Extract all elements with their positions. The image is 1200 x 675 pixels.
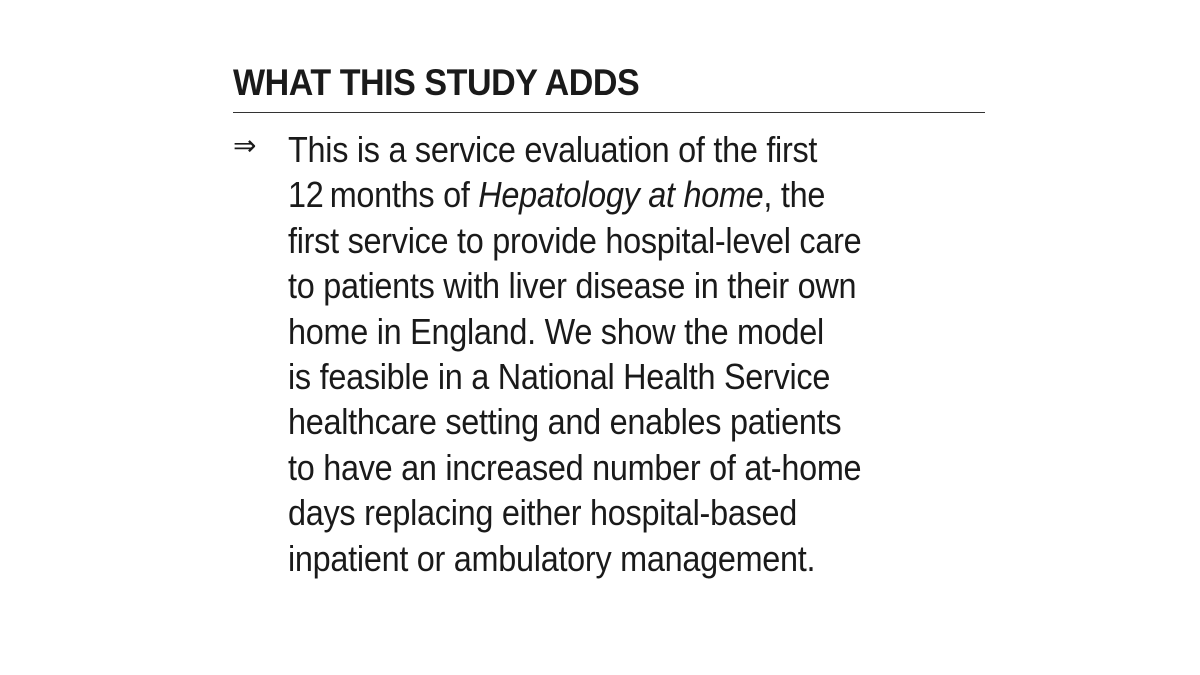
- text-line: first service to provide hospital-level care: [288, 219, 862, 261]
- bullet-text: [288, 127, 988, 581]
- text-line: [288, 172, 918, 217]
- text-line: inpatient or ambulatory management.: [288, 537, 816, 579]
- text-line: days replacing either hospital-based: [288, 492, 798, 534]
- section-heading: WHAT THIS STUDY ADDS: [233, 62, 640, 103]
- text-segment: , the: [763, 174, 826, 216]
- text-line: This is a service evaluation of the first: [288, 129, 818, 170]
- heading-divider: [233, 112, 985, 113]
- service-name-italic: Hepatology at home: [478, 174, 764, 216]
- what-this-study-adds-box: [233, 60, 985, 579]
- text-line: home in England. We show the model: [288, 310, 824, 352]
- text-line: healthcare setting and enables patients: [288, 401, 842, 443]
- text-segment: 12 months of: [288, 174, 479, 216]
- text-line: to have an increased number of at-home: [288, 446, 862, 488]
- text-line: is feasible in a National Health Service: [288, 356, 831, 398]
- double-arrow-icon: ⇒: [233, 129, 257, 162]
- text-line: to patients with liver disease in their own: [288, 265, 857, 307]
